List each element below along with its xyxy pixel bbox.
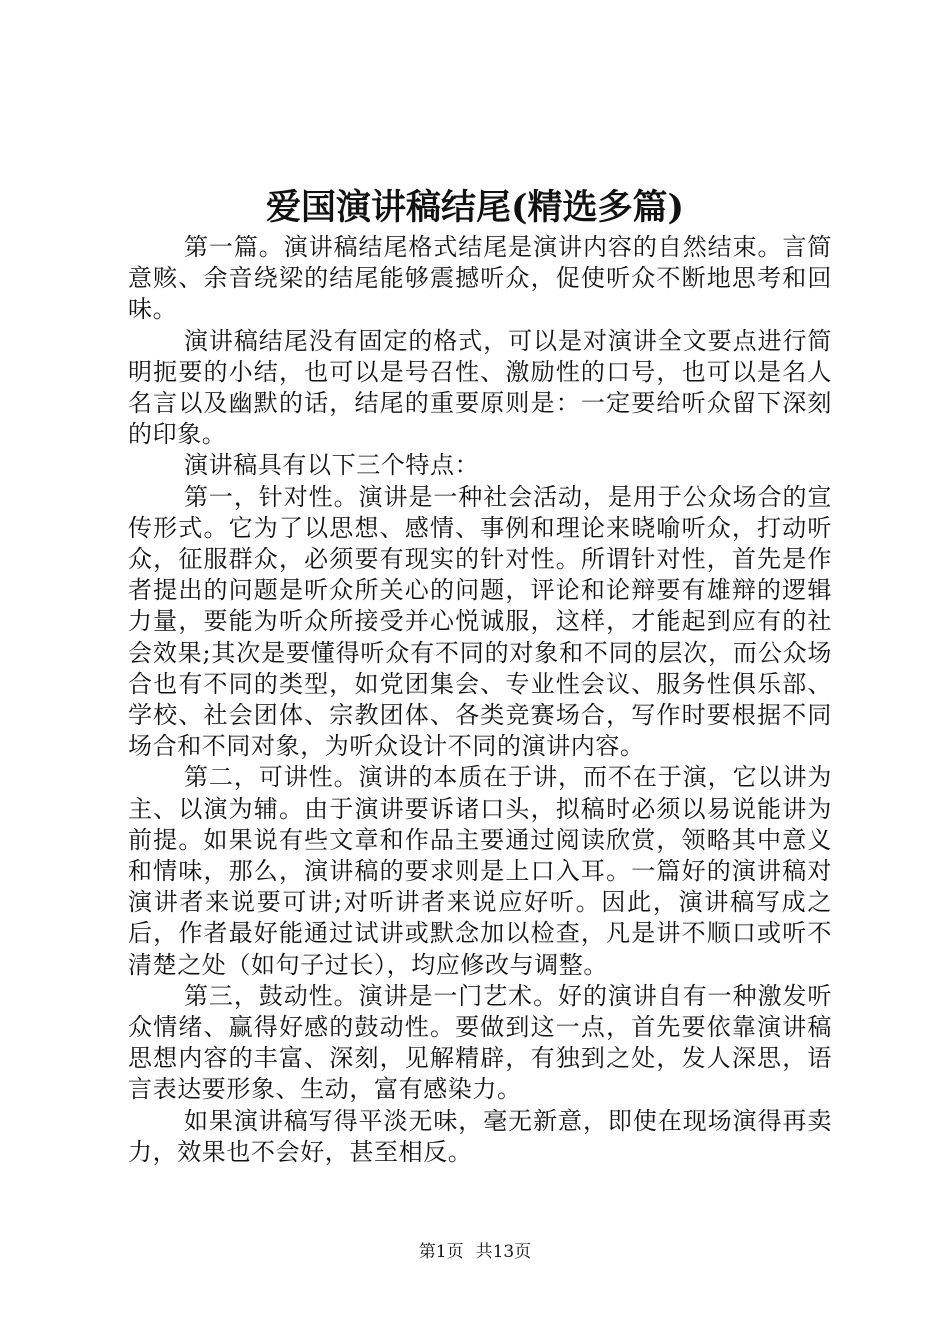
paragraph: 演讲稿结尾没有固定的格式，可以是对演讲全文要点进行简明扼要的小结，也可以是号召性、激励性的口号，也可以是名人名言以及幽默的话，结尾的重要原则是：一定要给听众留下深刻的印象。 <box>128 326 832 449</box>
page-number: 第1页 <box>418 1242 464 1262</box>
paragraph: 第一篇。演讲稿结尾格式结尾是演讲内容的自然结束。言简意赅、余音绕梁的结尾能够震撼听众，促使听众不断地思考和回味。 <box>128 233 832 324</box>
paragraph: 第一，针对性。演讲是一种社会活动，是用于公众场合的宣传形式。它为了以思想、感情、事例和理论来晓喻听众，打动听众，征服群众，必须要有现实的针对性。所谓针对性，首先是作者提出的问题是听众所关心的问题，评论和论辩要有雄辩的逻辑力量，要能为听众所接受并心悦诚服，这样，才能起到应有的社会效果;其次是要懂得听众有不同的对象和不同的层次，而公众场合也有不同的类型，如党团集会、专业性会议、服务性俱乐部、学校、社会团体、宗教团体、各类竞赛场合，写作时要根据不同场合和不同对象，为听众设计不同的演讲内容。 <box>128 482 832 761</box>
page-footer <box>0 1240 950 1264</box>
paragraph: 第二，可讲性。演讲的本质在于讲，而不在于演，它以讲为主、以演为辅。由于演讲要诉诸口头，拟稿时必须以易说能讲为前提。如果说有些文章和作品主要通过阅读欣赏，领略其中意义和情味，那么，演讲稿的要求则是上口入耳。一篇好的演讲稿对演讲者来说要可讲;对听讲者来说应好听。因此，演讲稿写成之后，作者最好能通过试讲或默念加以检查，凡是讲不顺口或听不清楚之处（如句子过长），均应修改与调整。 <box>128 763 832 979</box>
paragraph: 如果演讲稿写得平淡无味，毫无新意，即使在现场演得再卖力，效果也不会好，甚至相反。 <box>128 1106 832 1166</box>
paragraph: 演讲稿具有以下三个特点： <box>184 451 480 480</box>
document-title: 爱国演讲稿结尾(精选多篇) <box>265 187 685 228</box>
paragraph: 第三，鼓动性。演讲是一门艺术。好的演讲自有一种激发听众情绪、赢得好感的鼓动性。要做到这一点，首先要依靠演讲稿思想内容的丰富、深刻，见解精辟，有独到之处，发人深思，语言表达要形象、生动，富有感染力。 <box>128 981 832 1104</box>
document-body <box>128 232 832 1168</box>
page-total: 共13页 <box>475 1242 532 1262</box>
